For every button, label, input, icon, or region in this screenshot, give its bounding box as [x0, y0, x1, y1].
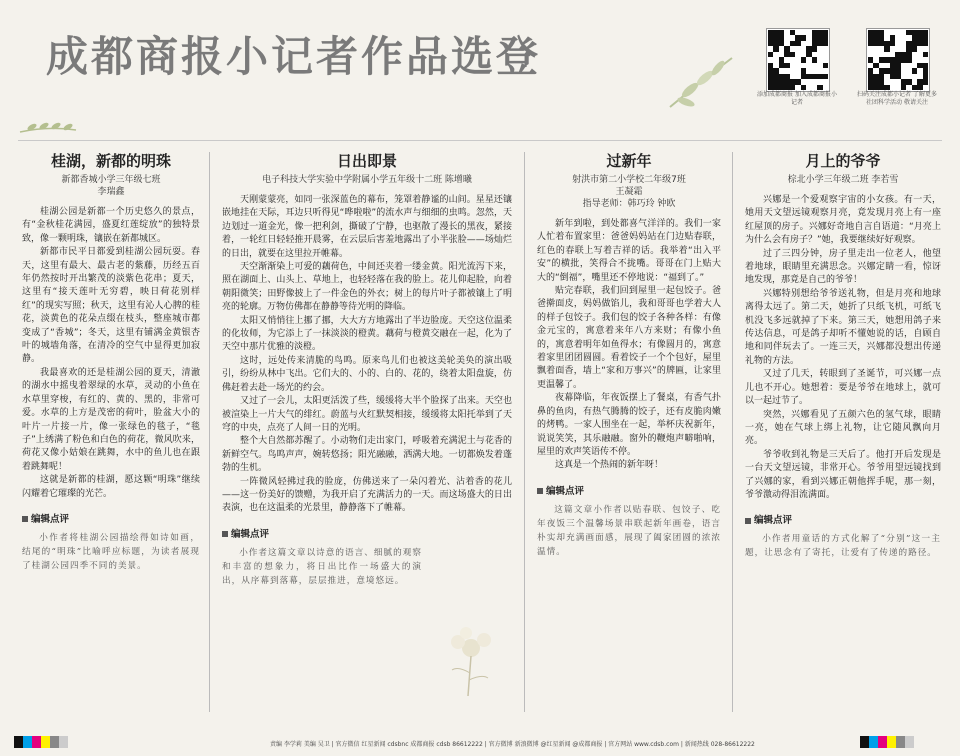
- color-registration-bar-left: [14, 736, 68, 748]
- qr-module: [901, 85, 906, 90]
- qr-module: [801, 57, 806, 62]
- editor-comment-label: [22, 511, 200, 525]
- qr-module: [817, 85, 822, 90]
- article-sunrise: [222, 150, 512, 588]
- bullet-icon: [745, 518, 751, 524]
- paragraph: 兴娜是一个爱观察宇宙的小女孩。有一天，她用天文望远镜观察月亮，竟发现月亮上有一座红屋顶的房子。兴娜好奇地自言自语道：“月亮上为什么会有房子？”她，我要继续好好观察。: [745, 195, 941, 246]
- paragraph: 这真是一个热闹的新年呀！: [555, 460, 664, 471]
- author-school: 射洪市第二小学校二年级7班: [572, 175, 686, 185]
- qr-module: [790, 52, 795, 57]
- comment-label-text: 编辑点评: [754, 515, 793, 527]
- paragraph: 桂湖公园是新都一个历史悠久的景点，有“金秋桂花满园，盛夏红莲绽放”的独特景致，像一颗明珠，镶嵌在新都城区。: [22, 207, 200, 244]
- editor-comment: 小作者这篇文章以诗意的语言、细腻的观察和丰富的想象力，将日出比作一场盛大的演出，从序幕到落幕，层层推进，意境悠远。: [222, 547, 422, 586]
- article-title: 月上的爷爷: [805, 152, 881, 170]
- paragraph: 兴娜特别想给爷爷送礼物，但是月亮和地球离得太远了。第二天，她折了只纸飞机，可纸飞机没飞多远就掉了下来。第三天，她想用鸽子来传达信息，可是鸽子却听不懂她说的话，自顾自地和同伴玩去了。一连三天，兴娜都没想出传递礼物的方法。: [745, 288, 941, 366]
- qr-module: [812, 46, 817, 51]
- column-divider: [732, 152, 733, 712]
- editor-comment: 小作者用童话的方式化解了“分别”这一主题，让思念有了寄托，让爱有了传递的路径。: [745, 534, 941, 559]
- paragraph: 突然，兴娜看见了五颜六色的氢气球，眼睛一亮，她在气球上绑上礼物，让它随风飘向月亮。: [745, 409, 941, 447]
- editor-comment-label: [745, 512, 941, 526]
- teacher-name: 指导老师：韩巧玲 钟欧: [582, 199, 676, 209]
- article-body: [537, 218, 721, 473]
- column-divider: [524, 152, 525, 712]
- bullet-icon: [537, 488, 543, 494]
- flower-decoration: [436, 618, 506, 698]
- author-name: 李瑞鑫: [97, 187, 125, 197]
- qr-module: [923, 41, 928, 46]
- comment-label-text: 编辑点评: [231, 528, 270, 540]
- editor-comment: 这篇文章小作者以贴春联、包饺子、吃年夜饭三个温馨场景串联起新年画卷，语言朴实却充满画面感，展现了阖家团圆的浓浓温情。: [537, 504, 721, 557]
- leaf-decoration-left: [18, 118, 78, 140]
- paragraph: 过了三四分钟，房子里走出一位老人，他望着地球，眼睛里充满思念。兴娜定睛一看，惊讶地发现，那竟是自己的爷爷！: [745, 248, 941, 286]
- qr-module: [773, 46, 778, 51]
- paragraph: 爷爷收到礼物是三天后了。他打开后发现是一台天文望远镜，非常开心。爷爷用望远镜找到了兴娜的家，看到兴娜正朝他挥手呢，那一刻，爷爷激动得泪流满面。: [745, 449, 941, 500]
- footer-info: 责编 李学莉 美编 吴卫 | 官方微信 红星新闻 cdsbnc 成都商报 cdsb 86612222 | 官方微博 新浪微博 @红星新闻 @成都商报 | 官方网站 www.cdsb.com | 新闻热线 028-86612222: [270, 741, 755, 748]
- paragraph: 这时，远处传来清脆的鸟鸣。原来鸟儿们也被这美轮美奂的演出吸引，纷纷从林中飞出。它们大的、小的、白的、花的，绕着太阳盘旋，仿佛赶着去赴一场光的约会。: [222, 355, 512, 393]
- qr-module: [923, 79, 928, 84]
- bullet-icon: [22, 516, 28, 522]
- paragraph: 整个大自然都苏醒了。小动物们走出家门，呼吸着充满泥土与花香的新鲜空气。鸟鸣声声，婉转悠扬；阳光融融，洒满大地。一切都焕发着蓬勃的生机。: [222, 436, 512, 474]
- qr-module: [823, 41, 828, 46]
- article-meta: [22, 174, 200, 198]
- column-divider: [209, 152, 210, 712]
- paragraph: 又过了几天，转眼到了圣诞节，可兴娜一点儿也不开心。她想着：要是爷爷在地球上，就可以一起过节了。: [745, 369, 941, 407]
- paragraph: 天空渐渐染上可爱的藕荷色，中间还夹着一缕金黄。阳光流泻下来，照在湖面上、山头上、草地上，也轻轻落在我的脸上。花儿仰起脸，向着朝阳微笑；田野像披上了一件金色的外衣；树上的每片叶子都被镶上了明亮的轮廓。万物仿佛都在静静等待光明的降临。: [222, 262, 512, 313]
- qr-module: [923, 52, 928, 57]
- qr-module: [784, 63, 789, 68]
- article-body: [222, 194, 512, 516]
- paragraph: 贴完春联，我们回到屋里一起包饺子。爸爸擀面皮，妈妈做馅儿，我和哥哥也学着大人的样子包饺子。我们包的饺子各种各样：有像金元宝的，寓意着来年八方来财；有像小鱼的，寓意着明年如鱼得水；有像圆月的，寓意着家里团团圆圆。看着饺子一个个包好，屋里飘着面香，墙上“家和万事兴”的牌匾，让家里更温馨了。: [537, 286, 721, 390]
- qr-caption-left: 添加成都商报 加入成都商报小记者: [757, 91, 837, 106]
- qr-code-left: [766, 28, 830, 92]
- qr-module: [801, 85, 806, 90]
- article-new-year: [537, 150, 721, 559]
- qr-module: [812, 57, 817, 62]
- qr-module: [884, 46, 889, 51]
- author-school: 棕北小学三年级二班 李若雪: [787, 175, 899, 185]
- author-school: 新都香城小学三年级七班: [61, 175, 161, 185]
- paragraph: 太阳又悄悄往上挪了挪，大大方方地露出了半边脸庞。天空这位温柔的化妆师，为它添上了一抹淡淡的橙黄。藕荷与橙黄交融在一起，化为了天空中那片优雅的淡橙。: [222, 315, 512, 353]
- author-school: 电子科技大学实验中学附属小学五年级十二班 陈增曦: [262, 175, 472, 185]
- color-registration-bar-right: [860, 736, 914, 748]
- editor-comment-label: [222, 526, 512, 540]
- bullet-icon: [222, 531, 228, 537]
- editor-comment-label: [537, 483, 721, 497]
- paragraph: 新年到啦，到处都喜气洋洋的。我们一家人忙着布置家里：爸爸妈妈站在门边贴春联，红色的春联上写着吉祥的话。我举着“出入平安”的横批，笑得合不拢嘴。哥哥在门上贴大大的“倒福”，嘴里还不停地说：“福到了。”: [537, 219, 721, 283]
- qr-module: [801, 35, 806, 40]
- article-meta: [745, 174, 941, 186]
- paragraph: 这就是新都的桂湖，愿这颗“明珠”继续闪耀着它璀璨的光芒。: [22, 475, 200, 499]
- comment-label-text: 编辑点评: [546, 485, 585, 497]
- header-rule: [18, 140, 942, 141]
- paragraph: 天刚蒙蒙亮，如同一张深蓝色的幕布，笼罩着静谧的山间。星星还镶嵌地挂在天际，耳边只听得见“哗啦啦”的流水声与细细的虫鸣。忽然，天边划过一道金光，像一把利剑，撕破了宁静，也驱散了漫长的黑夜，紧接着，一轮红日轻轻推开晨雾，在云层后害羞地露出了小半张脸——场灿烂的日出，就要在这里拉开帷幕。: [222, 195, 512, 259]
- paragraph: 新都市民平日都爱到桂湖公园玩耍。春天，这里有最大、最古老的紫藤，历经五百年仍然按时开出繁茂的淡紫色花串；夏天，这里有“接天莲叶无穷碧，映日荷花别样红”的现实写照；秋天，这里有沁人心脾的桂花，淡黄色的花朵点缀在枝头，整座城市都变成了“香城”；冬天，这里有铺满金黄银杏叶的城墙角落，在清冷的空气中显得更加寂静。: [22, 247, 200, 365]
- qr-module: [790, 85, 795, 90]
- article-title: 桂湖，新都的明珠: [50, 152, 171, 170]
- article-meta: [222, 174, 512, 186]
- paragraph: 我最喜欢的还是桂湖公园的夏天，清澈的湖水中摇曳着翠绿的水草，灵动的小鱼在水草里穿梭，有红的、黄的、黑的，非常可爱。水草的上方是茂密的荷叶，脸盆大小的叶片一片接一片，像一张绿色的毯子，“毯子”上绣满了粉色和白色的荷花，微风吹来，荷花又像小姑娘在跳舞，水中的鱼儿也在跟着跳舞呢！: [22, 367, 200, 472]
- comment-label-text: 编辑点评: [31, 513, 70, 525]
- qr-module: [890, 41, 895, 46]
- leaf-decoration-top: [660, 52, 740, 112]
- qr-module: [768, 52, 773, 57]
- author-name: 王凝霜: [615, 187, 643, 197]
- page-title: 成都商报小记者作品选登: [46, 32, 542, 81]
- paragraph: 夜幕降临，年夜饭摆上了餐桌，有香气扑鼻的鱼肉，有热气腾腾的饺子，还有皮脆肉嫩的烤鸭。一家人围坐在一起，举杯庆祝新年，说说笑笑，其乐融融。窗外的鞭炮声噼啪响，屋里的欢声笑语传不停。: [537, 393, 721, 457]
- qr-module: [912, 46, 917, 51]
- article-meta: [537, 174, 721, 210]
- article-body: [22, 206, 200, 501]
- paragraph: 又过了一会儿，太阳更活泼了些，缓缓将大半个脸探了出来。天空也被渲染上一片大气的绯红。蔚蓝与火红默契相接，缓缓将太阳托举到了天穹的中央，点亮了人间一日的光明。: [222, 396, 512, 433]
- article-title: 日出即景: [336, 152, 397, 170]
- qr-module: [917, 85, 922, 90]
- qr-caption-right: 扫码关注成都小记者 了解更多社团科学活动 敬请关注: [857, 91, 937, 106]
- article-body: [745, 194, 941, 502]
- qr-module: [823, 63, 828, 68]
- qr-module: [823, 74, 828, 79]
- qr-code-right: [866, 28, 930, 92]
- qr-module: [795, 41, 800, 46]
- article-title: 过新年: [606, 152, 652, 170]
- paragraph: 一阵微风轻拂过我的脸庞，仿佛送来了一朵闪着光、沾着香的花儿——这一份美好的馈赠，为我开启了充满活力的一天。而这场盛大的日出表演，也在这温柔的光景里，静静落下了帷幕。: [222, 476, 512, 514]
- qr-module: [906, 57, 911, 62]
- qr-module: [884, 85, 889, 90]
- qr-module: [912, 68, 917, 73]
- article-grandpa-on-moon: [745, 150, 941, 560]
- article-guihu: [22, 150, 200, 573]
- editor-comment: 小作者将桂湖公园描绘得如诗如画，结尾的“明珠”比喻呼应标题，为读者展现了桂湖公园四季不同的美景。: [22, 532, 200, 571]
